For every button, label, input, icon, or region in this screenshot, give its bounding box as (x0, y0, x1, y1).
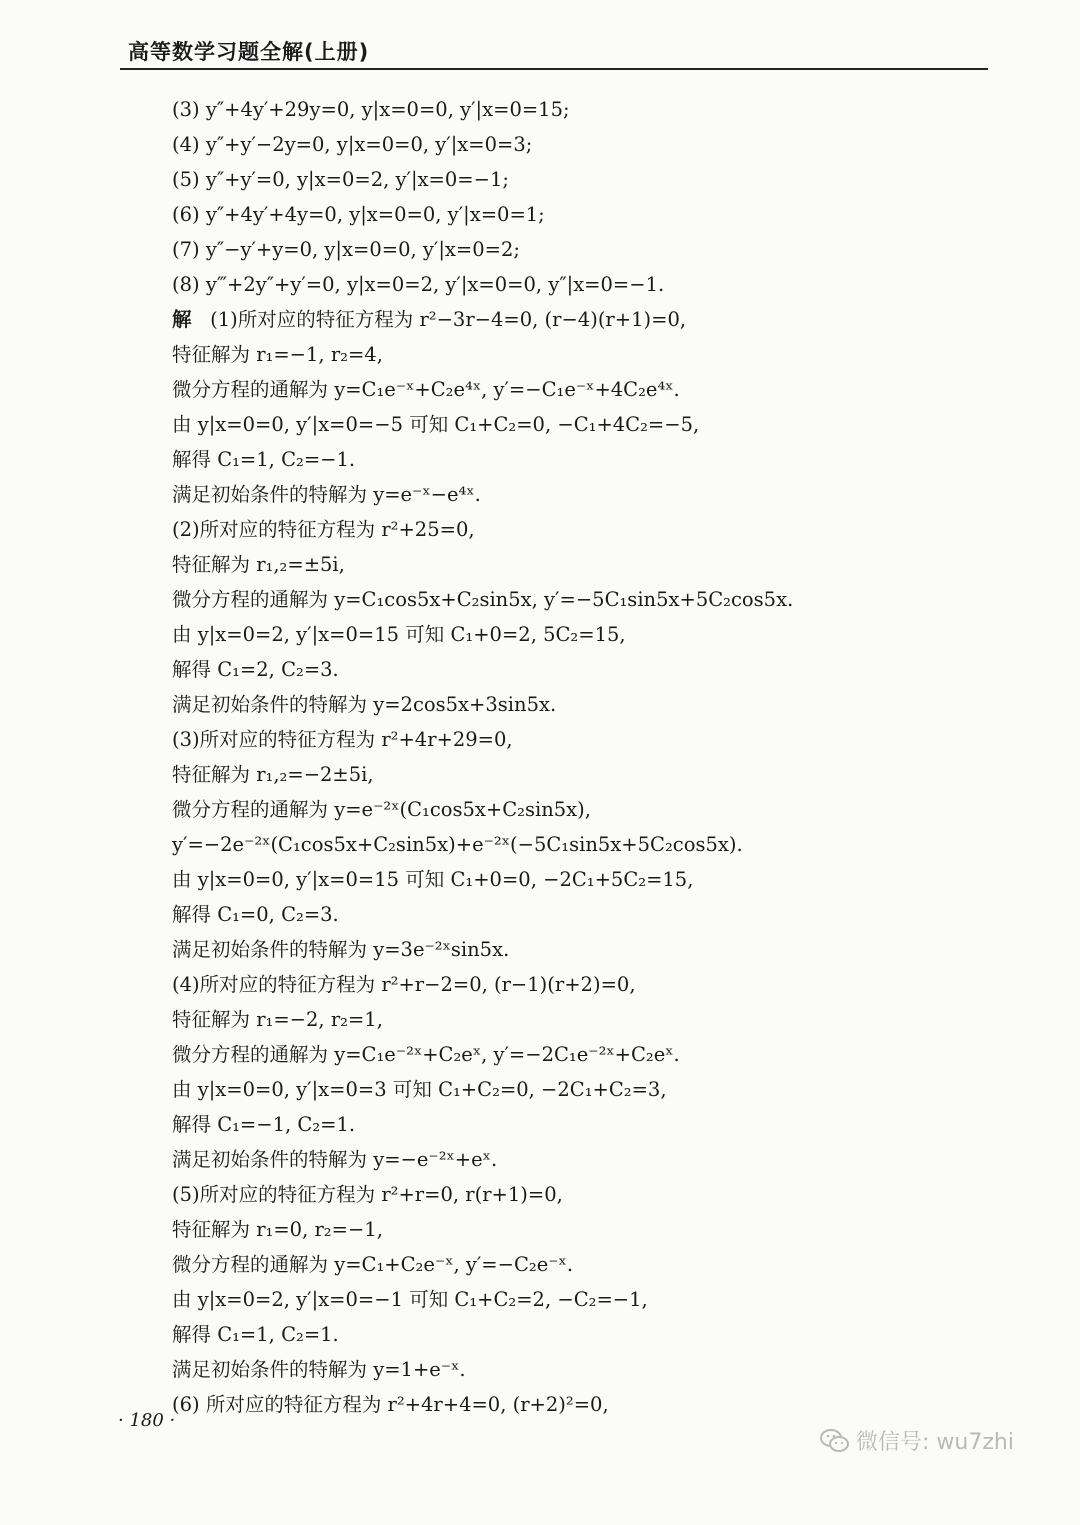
watermark (820, 1425, 1014, 1456)
text-line: (6) y″+4y′+4y=0, y|x=0=0, y′|x=0=1; (172, 203, 545, 226)
text-line: 解得 C₁=0, C₂=3. (172, 903, 339, 926)
text-line: 解得 C₁=1, C₂=1. (172, 1323, 339, 1346)
text-line: 微分方程的通解为 y=C₁e⁻²ˣ+C₂eˣ, y′=−2C₁e⁻²ˣ+C₂eˣ. (172, 1043, 680, 1066)
text-line: y′=−2e⁻²ˣ(C₁cos5x+C₂sin5x)+e⁻²ˣ(−5C₁sin5x+5C₂cos5x). (172, 833, 743, 856)
text-line: 微分方程的通解为 y=C₁e⁻ˣ+C₂e⁴ˣ, y′=−C₁e⁻ˣ+4C₂e⁴ˣ. (172, 378, 680, 401)
text-line: 由 y|x=0=2, y′|x=0=15 可知 C₁+0=2, 5C₂=15, (172, 623, 626, 646)
text-line: (3)所对应的特征方程为 r²+4r+29=0, (172, 728, 513, 751)
text-line: 由 y|x=0=0, y′|x=0=3 可知 C₁+C₂=0, −2C₁+C₂=3, (172, 1078, 667, 1101)
text-line: 特征解为 r₁,₂=±5i, (172, 553, 345, 576)
text-line: (5)所对应的特征方程为 r²+r=0, r(r+1)=0, (172, 1183, 563, 1206)
text-line: 特征解为 r₁=−2, r₂=1, (172, 1008, 383, 1031)
text-line: (2)所对应的特征方程为 r²+25=0, (172, 518, 475, 541)
text-line: (1)所对应的特征方程为 r²−3r−4=0, (r−4)(r+1)=0, (210, 308, 687, 331)
text-line: (4)所对应的特征方程为 r²+r−2=0, (r−1)(r+2)=0, (172, 973, 636, 996)
text-line: 微分方程的通解为 y=C₁+C₂e⁻ˣ, y′=−C₂e⁻ˣ. (172, 1253, 574, 1276)
text-line: 由 y|x=0=0, y′|x=0=−5 可知 C₁+C₂=0, −C₁+4C₂=−5, (172, 413, 700, 436)
text-line: (3) y″+4y′+29y=0, y|x=0=0, y′|x=0=15; (172, 98, 570, 121)
page-header-title: 高等数学习题全解(上册) (128, 40, 370, 64)
header-rule (120, 68, 988, 70)
text-line: (8) y‴+2y″+y′=0, y|x=0=2, y′|x=0=0, y″|x=0=−1. (172, 273, 665, 296)
text-line: 微分方程的通解为 y=e⁻²ˣ(C₁cos5x+C₂sin5x), (172, 798, 591, 821)
text-line: (6) 所对应的特征方程为 r²+4r+4=0, (r+2)²=0, (172, 1393, 609, 1416)
text-line: 解得 C₁=1, C₂=−1. (172, 448, 356, 471)
solution-label: 解 (172, 308, 192, 331)
text-line: 特征解为 r₁=−1, r₂=4, (172, 343, 383, 366)
solution-start-line (172, 302, 992, 337)
text-line: 解得 C₁=2, C₂=3. (172, 658, 339, 681)
text-line: 解得 C₁=−1, C₂=1. (172, 1113, 356, 1136)
text-line: 满足初始条件的特解为 y=3e⁻²ˣsin5x. (172, 938, 510, 961)
text-line: 由 y|x=0=0, y′|x=0=15 可知 C₁+0=0, −2C₁+5C₂=15, (172, 868, 694, 891)
watermark-text: 微信号: wu7zhi (856, 1430, 1014, 1455)
text-line: (7) y″−y′+y=0, y|x=0=0, y′|x=0=2; (172, 238, 520, 261)
text-line: 特征解为 r₁=0, r₂=−1, (172, 1218, 383, 1241)
text-line: 由 y|x=0=2, y′|x=0=−1 可知 C₁+C₂=2, −C₂=−1, (172, 1288, 648, 1311)
text-line: (5) y″+y′=0, y|x=0=2, y′|x=0=−1; (172, 168, 509, 191)
text-line: 特征解为 r₁,₂=−2±5i, (172, 763, 374, 786)
text-line: 微分方程的通解为 y=C₁cos5x+C₂sin5x, y′=−5C₁sin5x+5C₂cos5x. (172, 588, 794, 611)
page-number: · 180 · (118, 1410, 176, 1431)
wechat-icon (820, 1428, 850, 1454)
text-line: 满足初始条件的特解为 y=1+e⁻ˣ. (172, 1358, 466, 1381)
text-line: 满足初始条件的特解为 y=2cos5x+3sin5x. (172, 693, 557, 716)
page-body (172, 92, 992, 1422)
text-line: 满足初始条件的特解为 y=e⁻ˣ−e⁴ˣ. (172, 483, 481, 506)
text-line: 满足初始条件的特解为 y=−e⁻²ˣ+eˣ. (172, 1148, 498, 1171)
text-line: (4) y″+y′−2y=0, y|x=0=0, y′|x=0=3; (172, 133, 533, 156)
